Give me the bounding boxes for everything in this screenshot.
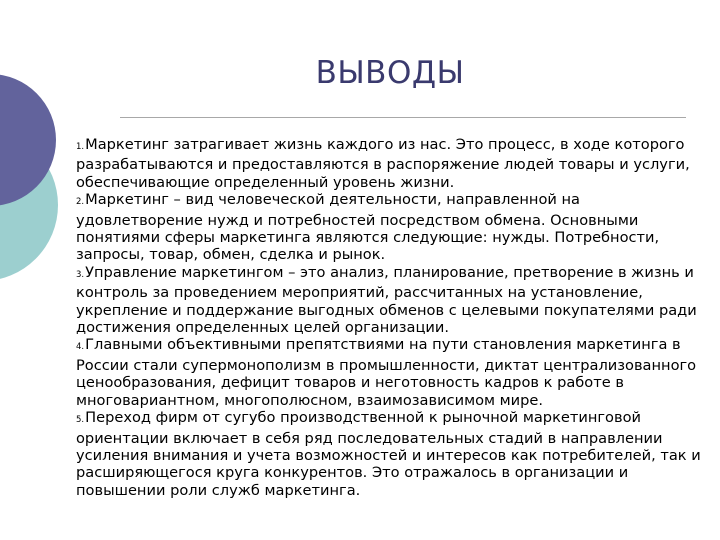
item-number: 2. [76, 197, 85, 208]
item-number: 4. [76, 342, 85, 353]
item-number: 5. [76, 415, 85, 426]
list-item-5 [76, 409, 706, 499]
item-text: Маркетинг – вид человеческой деятельности, направленной на удовлетворение нужд и потребностей посредством обмена. Основными понятиями сферы маркетинга являются следующие: нужды. Потребности, запросы, товар, обмен, сделка и рынок. [76, 191, 660, 264]
item-number: 3. [76, 269, 85, 280]
item-text: Главными объективными препятствиями на пути становления маркетинга в России стали супермонополизм в промышленности, диктат централизованного ценообразования, дефицит товаров и неготовность кадров к работе в многовариантном, многополюсном, взаимозависимом мире. [76, 336, 697, 409]
item-number: 1. [76, 142, 85, 152]
list-item-3 [76, 264, 706, 337]
item-text: Переход фирм от сугубо производственной к рыночной маркетинговой ориентации включает в себя ряд последовательных стадий в направлении усиления внимания и учета возможностей и интересов как потребителей, так и расширяющегося круга конкурентов. Это отражалось в организации и повышении роли служб маркетинга. [76, 409, 701, 499]
list-item-2 [76, 191, 706, 264]
item-text: Управление маркетингом – это анализ, планирование, претворение в жизнь и контроль за проведением мероприятий, рассчитанных на установление, укрепление и поддержание выгодных обменов с целевыми покупателями ради достижения определенных целей организации. [76, 263, 697, 337]
conclusions-list [76, 136, 706, 499]
list-item-4 [76, 336, 706, 409]
title-divider [120, 117, 686, 118]
list-item-1 [76, 136, 706, 191]
item-text: Маркетинг затрагивает жизнь каждого из нас. Это процесс, в ходе которого разрабатываются и предоставляются в распоряжение людей товары и услуги, обеспечивающие определенный уровень жизни. [76, 136, 690, 191]
teal-circle [0, 129, 58, 281]
slide-title: ВЫВОДЫ [315, 55, 465, 91]
purple-circle [0, 74, 56, 206]
